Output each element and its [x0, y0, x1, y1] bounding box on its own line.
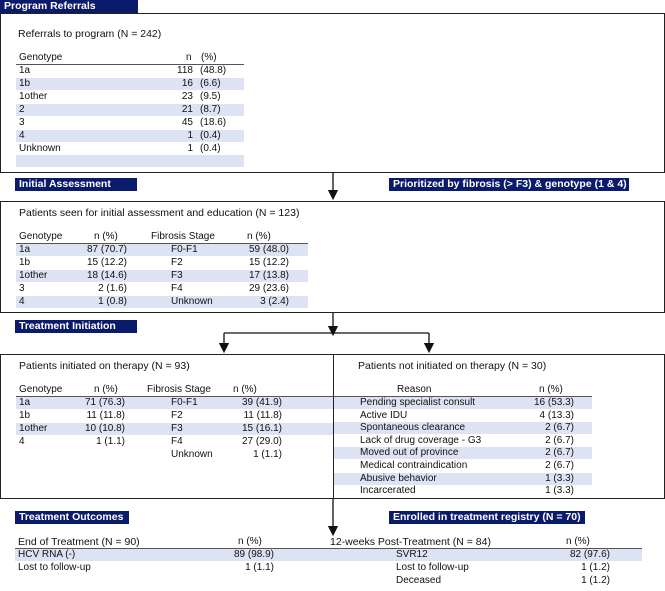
post-row-n-pct: 1 (1.2)	[581, 562, 610, 573]
assessment-col-n-pct-2: n (%)	[247, 231, 271, 242]
not-initiated-col-n-pct: n (%)	[539, 384, 563, 395]
post-row-n-pct: 1 (1.2)	[581, 575, 610, 586]
referrals-row-n: 118	[177, 65, 193, 76]
referrals-row-n: 16	[181, 78, 193, 89]
initiated-row-fib-n-pct: 27 (29.0)	[241, 436, 282, 447]
assessment-title: Patients seen for initial assessment and education (N = 123)	[19, 207, 300, 219]
assessment-row-fib-n-pct: 29 (23.6)	[248, 283, 289, 294]
eot-col-n-pct: n (%)	[238, 536, 262, 547]
referrals-row-n: 21	[181, 104, 193, 115]
assessment-row-n-pct: 87 (70.7)	[86, 244, 127, 255]
referrals-row-pct: (8.7)	[200, 104, 221, 115]
reason-row-label: Abusive behavior	[360, 472, 437, 484]
assessment-row-genotype: 1a	[19, 244, 31, 255]
referrals-row-pct: (18.6)	[200, 117, 227, 128]
initiated-col-genotype: Genotype	[19, 384, 63, 395]
reason-row-n-pct: 2 (6.7)	[545, 447, 574, 459]
eot-row-label: HCV RNA (-)	[18, 549, 76, 560]
initiated-row-genotype: 1a	[19, 397, 31, 408]
post-row-label: Lost to follow-up	[396, 562, 469, 573]
reason-row-n-pct: 1 (3.3)	[545, 472, 574, 484]
eot-row-n-pct: 89 (98.9)	[233, 549, 274, 560]
referrals-col-n: n	[186, 52, 192, 63]
initiated-row-fibrosis: F3	[171, 423, 183, 434]
referrals-row-genotype: 1other	[19, 91, 48, 102]
program-referrals-header: Program Referrals	[0, 0, 138, 13]
referrals-row-pct: (6.6)	[200, 78, 221, 89]
assessment-col-fibrosis: Fibrosis Stage	[151, 231, 215, 242]
initiated-row-fibrosis: F0-F1	[171, 397, 198, 408]
initiated-row-fib-n-pct: 11 (11.8)	[243, 410, 282, 421]
initiated-row-fibrosis: F4	[171, 436, 183, 447]
assessment-col-genotype: Genotype	[19, 231, 63, 242]
referrals-row-n: 45	[181, 117, 193, 128]
referrals-row-genotype: 3	[19, 117, 25, 128]
reason-row-n-pct: 1 (3.3)	[545, 485, 574, 497]
initiated-row-genotype: 4	[19, 436, 25, 447]
initiated-row-genotype: 1b	[19, 410, 31, 421]
initiated-row-fibrosis: Unknown	[171, 449, 213, 460]
referrals-row-genotype: 1a	[19, 65, 31, 76]
reason-row-label: Pending specialist consult	[360, 397, 476, 408]
assessment-row-fibrosis: F0-F1	[171, 244, 198, 255]
post-row-label: SVR12	[396, 549, 428, 560]
assessment-row-fibrosis: F2	[171, 257, 183, 268]
prioritized-note: Prioritized by fibrosis (> F3) & genotype (1 & 4)	[389, 178, 629, 191]
assessment-row-fib-n-pct: 59 (48.0)	[248, 244, 289, 255]
reason-row-n-pct: 2 (6.7)	[545, 460, 574, 471]
referrals-title: Referrals to program (N = 242)	[18, 28, 162, 40]
referrals-row-genotype: 2	[19, 104, 25, 115]
assessment-row-genotype: 3	[19, 283, 25, 294]
assessment-row-genotype: 1b	[19, 257, 31, 268]
reason-row-n-pct: 2 (6.7)	[545, 434, 574, 446]
initiated-row-n-pct: 10 (10.8)	[84, 423, 125, 434]
initiated-row-n-pct: 71 (76.3)	[84, 397, 125, 408]
assessment-row-n-pct: 2 (1.6)	[98, 283, 127, 294]
treatment-initiation-header: Treatment Initiation	[15, 320, 137, 333]
reason-row-label: Moved out of province	[360, 447, 459, 459]
assessment-row-fibrosis: F4	[171, 283, 183, 294]
assessment-row-n-pct: 1 (0.8)	[98, 296, 127, 307]
initiated-row-n-pct: 11 (11.8)	[86, 410, 125, 421]
assessment-row-n-pct: 15 (12.2)	[86, 257, 127, 268]
post-row-label: Deceased	[396, 575, 442, 586]
assessment-row-fib-n-pct: 15 (12.2)	[248, 257, 289, 268]
reason-row-n-pct: 4 (13.3)	[539, 409, 574, 421]
reason-row-label: Medical contraindication	[360, 460, 468, 471]
reason-row-n-pct: 2 (6.7)	[545, 422, 574, 434]
initial-assessment-header: Initial Assessment	[15, 178, 137, 191]
post-row-n-pct: 82 (97.6)	[569, 549, 610, 560]
treatment-outcomes-header: Treatment Outcomes	[15, 511, 129, 524]
assessment-row-genotype: 4	[19, 296, 25, 307]
assessment-col-n-pct: n (%)	[94, 231, 118, 242]
assessment-row-n-pct: 18 (14.6)	[86, 270, 127, 281]
referrals-row-n: 1	[187, 143, 193, 154]
referrals-col-pct: (%)	[201, 52, 217, 63]
reason-row-label: Incarcerated	[360, 485, 416, 497]
reason-row-label: Lack of drug coverage - G3	[360, 434, 482, 446]
assessment-row-fib-n-pct: 17 (13.8)	[248, 270, 289, 281]
initiated-row-fib-n-pct: 39 (41.9)	[241, 397, 282, 408]
reason-row-label: Active IDU	[360, 409, 408, 421]
initiated-row-fibrosis: F2	[171, 410, 183, 421]
referrals-row-pct: (0.4)	[200, 143, 221, 154]
initiated-row-genotype: 1other	[19, 423, 48, 434]
registry-note: Enrolled in treatment registry (N = 70)	[389, 511, 585, 524]
referrals-row-genotype: Unknown	[19, 143, 61, 154]
initiated-row-fib-n-pct: 15 (16.1)	[241, 423, 282, 434]
assessment-row-genotype: 1other	[19, 270, 48, 281]
referrals-row-genotype: 4	[19, 130, 25, 141]
assessment-row-fibrosis: F3	[171, 270, 183, 281]
referrals-row-n: 23	[181, 91, 193, 102]
referrals-row-genotype: 1b	[19, 78, 31, 89]
referrals-row-pct: (9.5)	[200, 91, 221, 102]
initiated-row-fib-n-pct: 1 (1.1)	[253, 449, 282, 460]
initiated-col-fibrosis: Fibrosis Stage	[147, 384, 211, 395]
referrals-row-n: 1	[187, 130, 193, 141]
eot-row-label: Lost to follow-up	[18, 562, 91, 573]
referrals-col-genotype: Genotype	[19, 52, 63, 63]
eot-title: End of Treatment (N = 90)	[18, 536, 140, 548]
reason-row-n-pct: 16 (53.3)	[533, 397, 574, 408]
reason-row-label: Spontaneous clearance	[360, 422, 466, 434]
not-initiated-title: Patients not initiated on therapy (N = 30)	[358, 360, 547, 372]
eot-row-n-pct: 1 (1.1)	[245, 562, 274, 573]
assessment-row-fib-n-pct: 3 (2.4)	[260, 296, 289, 307]
post-title: 12-weeks Post-Treatment (N = 84)	[330, 536, 491, 548]
initiated-title: Patients initiated on therapy (N = 93)	[19, 360, 190, 372]
referrals-row-pct: (48.8)	[200, 65, 227, 76]
initiated-col-n-pct: n (%)	[94, 384, 118, 395]
post-col-n-pct: n (%)	[566, 536, 590, 547]
referrals-row-pct: (0.4)	[200, 130, 221, 141]
initiated-row-n-pct: 1 (1.1)	[96, 436, 125, 447]
initiated-col-n-pct-2: n (%)	[233, 384, 257, 395]
assessment-row-fibrosis: Unknown	[171, 296, 213, 307]
not-initiated-col-reason: Reason	[397, 384, 432, 395]
